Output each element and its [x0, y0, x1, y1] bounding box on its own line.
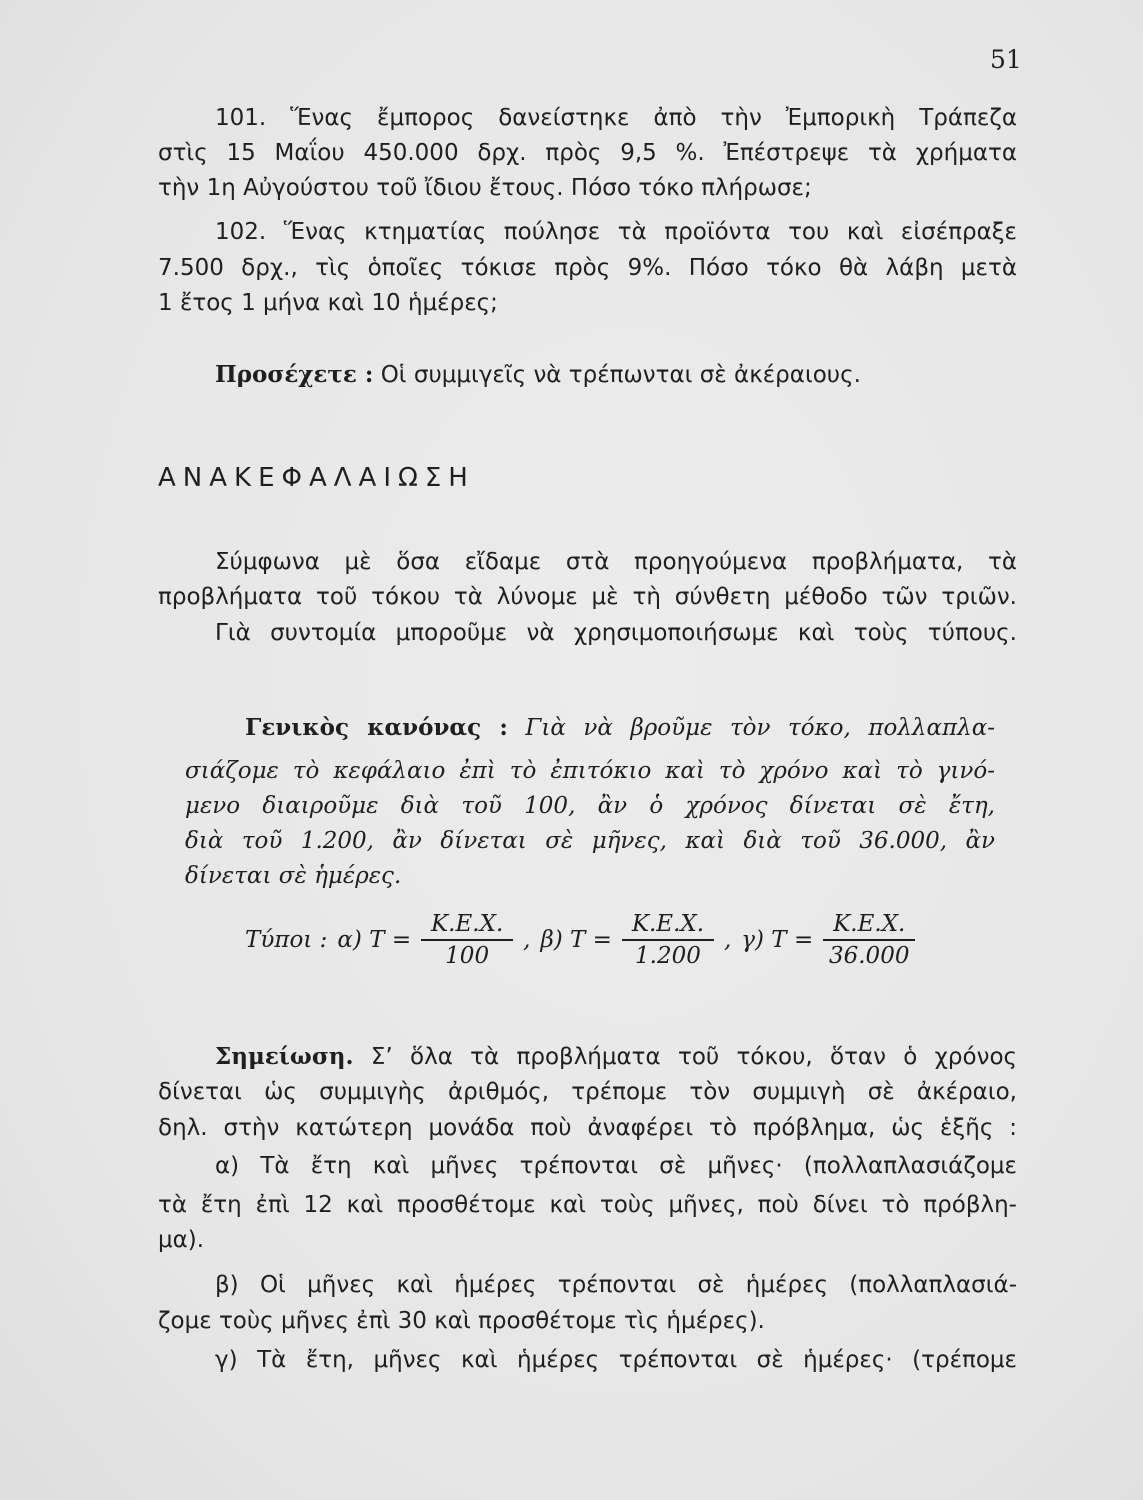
problem-101-line: τὴν 1η Αὐγούστου τοῦ ἴδιου ἔτους. Πόσο τόκο πλήρωσε; [158, 175, 812, 201]
remark-label: Σημείωση. [215, 1043, 354, 1070]
summary-line: Σύμφωνα μὲ ὅσα εἴδαμε στὰ προηγούμενα προβλήματα, τὰ [215, 549, 1017, 575]
problem-102-line: 102. Ἕνας κτηματίας πούλησε τὰ προϊόντα του καὶ εἰσέπραξε [215, 219, 1017, 245]
formula-b [540, 909, 731, 971]
attention-note [215, 358, 1017, 392]
attention-text: Οἱ συμμιγεῖς νὰ τρέπωνται σὲ ἀκέραιους. [380, 362, 861, 388]
remark-line: α) Τὰ ἔτη καὶ μῆνες τρέπονται σὲ μῆνες· (πολλαπλασιάζομε [215, 1153, 1017, 1179]
formula-prefix: α) Τ = [337, 927, 412, 953]
problem-101-line: στὶς 15 Μαΐου 450.000 δρχ. πρὸς 9,5 %. Ἐπέστρεψε τὰ χρήματα [158, 140, 1017, 166]
formula-c [741, 909, 915, 971]
formula-denominator: 1.200 [635, 943, 701, 969]
remark-line: ζομε τοὺς μῆνες ἐπὶ 30 καὶ προσθέτομε τὶς ἡμέρες). [158, 1308, 765, 1334]
formula-denominator: 36.000 [828, 943, 910, 969]
formula-denominator: 100 [445, 943, 490, 969]
remark-line: γ) Τὰ ἔτη, μῆνες καὶ ἡμέρες τρέπονται σὲ ἡμέρες· (τρέπομε [215, 1347, 1017, 1373]
general-rule-line: μενο διαιροῦμε διὰ τοῦ 100, ἂν ὁ χρόνος δίνεται σὲ ἔτη, [185, 793, 995, 819]
formula-separator: , [723, 927, 732, 953]
general-rule-text: Γιὰ νὰ βροῦμε τὸν τόκο, πολλαπλα- [525, 715, 996, 741]
summary-line: Γιὰ συντομία μποροῦμε νὰ χρησιμοποιήσωμε καὶ τοὺς τύπους. [215, 620, 1017, 646]
remark-line [215, 1040, 1017, 1074]
fraction [823, 909, 915, 971]
fraction [421, 909, 513, 971]
general-rule-label: Γενικὸς κανόνας : [245, 714, 508, 741]
formula-numerator: Κ.Ε.Χ. [631, 911, 705, 937]
remark-line: τὰ ἔτη ἐπὶ 12 καὶ προσθέτομε καὶ τοὺς μῆνες, ποὺ δίνει τὸ πρόβλη- [158, 1192, 1017, 1218]
interest-formulas [245, 905, 915, 975]
remark-line: δηλ. στὴν κατώτερη μονάδα ποὺ ἀναφέρει τὸ πρόβλημα, ὡς ἑξῆς : [158, 1115, 1017, 1141]
problem-102-line: 7.500 δρχ., τὶς ὁποῖες τόκισε πρὸς 9%. Πόσο τόκο θὰ λάβη μετὰ [158, 255, 1017, 281]
formula-prefix: γ) Τ = [741, 927, 814, 953]
section-heading: ΑΝΑΚΕΦΑΛΑΙΩΣΗ [158, 463, 475, 493]
formula-numerator: Κ.Ε.Χ. [833, 911, 906, 937]
page-number: 51 [990, 45, 1022, 74]
problem-101-line: 101. Ἕνας ἔμπορος δανείστηκε ἀπὸ τὴν Ἐμπορικὴ Τράπεζα [215, 105, 1017, 131]
remark-line: μα). [158, 1227, 205, 1253]
remark-text: Σ’ ὅλα τὰ προβλήματα τοῦ τόκου, ὅταν ὁ χρόνος [370, 1044, 1018, 1070]
formula-separator: , [523, 927, 531, 953]
formula-a [337, 909, 530, 971]
general-rule-line: δίνεται σὲ ἡμέρες. [185, 863, 402, 889]
remark-line: δίνεται ὡς συμμιγὴς ἀριθμός, τρέπομε τὸν συμμιγὴ σὲ ἀκέραιο, [158, 1079, 1017, 1105]
formula-prefix: β) Τ = [540, 927, 612, 953]
general-rule-line: διὰ τοῦ 1.200, ἂν δίνεται σὲ μῆνες, καὶ διὰ τοῦ 36.000, ἂν [185, 828, 995, 854]
fraction [622, 909, 714, 971]
attention-label: Προσέχετε : [215, 361, 374, 388]
formula-numerator: Κ.Ε.Χ. [430, 911, 504, 937]
general-rule-line [245, 711, 995, 745]
formulas-label: Τύποι : [245, 927, 328, 953]
summary-line: προβλήματα τοῦ τόκου τὰ λύνομε μὲ τὴ σύνθετη μέθοδο τῶν τριῶν. [158, 584, 1017, 610]
problem-102-line: 1 ἔτος 1 μήνα καὶ 10 ἡμέρες; [158, 290, 498, 316]
general-rule-line: σιάζομε τὸ κεφάλαιο ἐπὶ τὸ ἐπιτόκιο καὶ τὸ χρόνο καὶ τὸ γινό- [185, 758, 995, 784]
remark-line: β) Οἱ μῆνες καὶ ἡμέρες τρέπονται σὲ ἡμέρες (πολλαπλασιά- [215, 1272, 1017, 1298]
